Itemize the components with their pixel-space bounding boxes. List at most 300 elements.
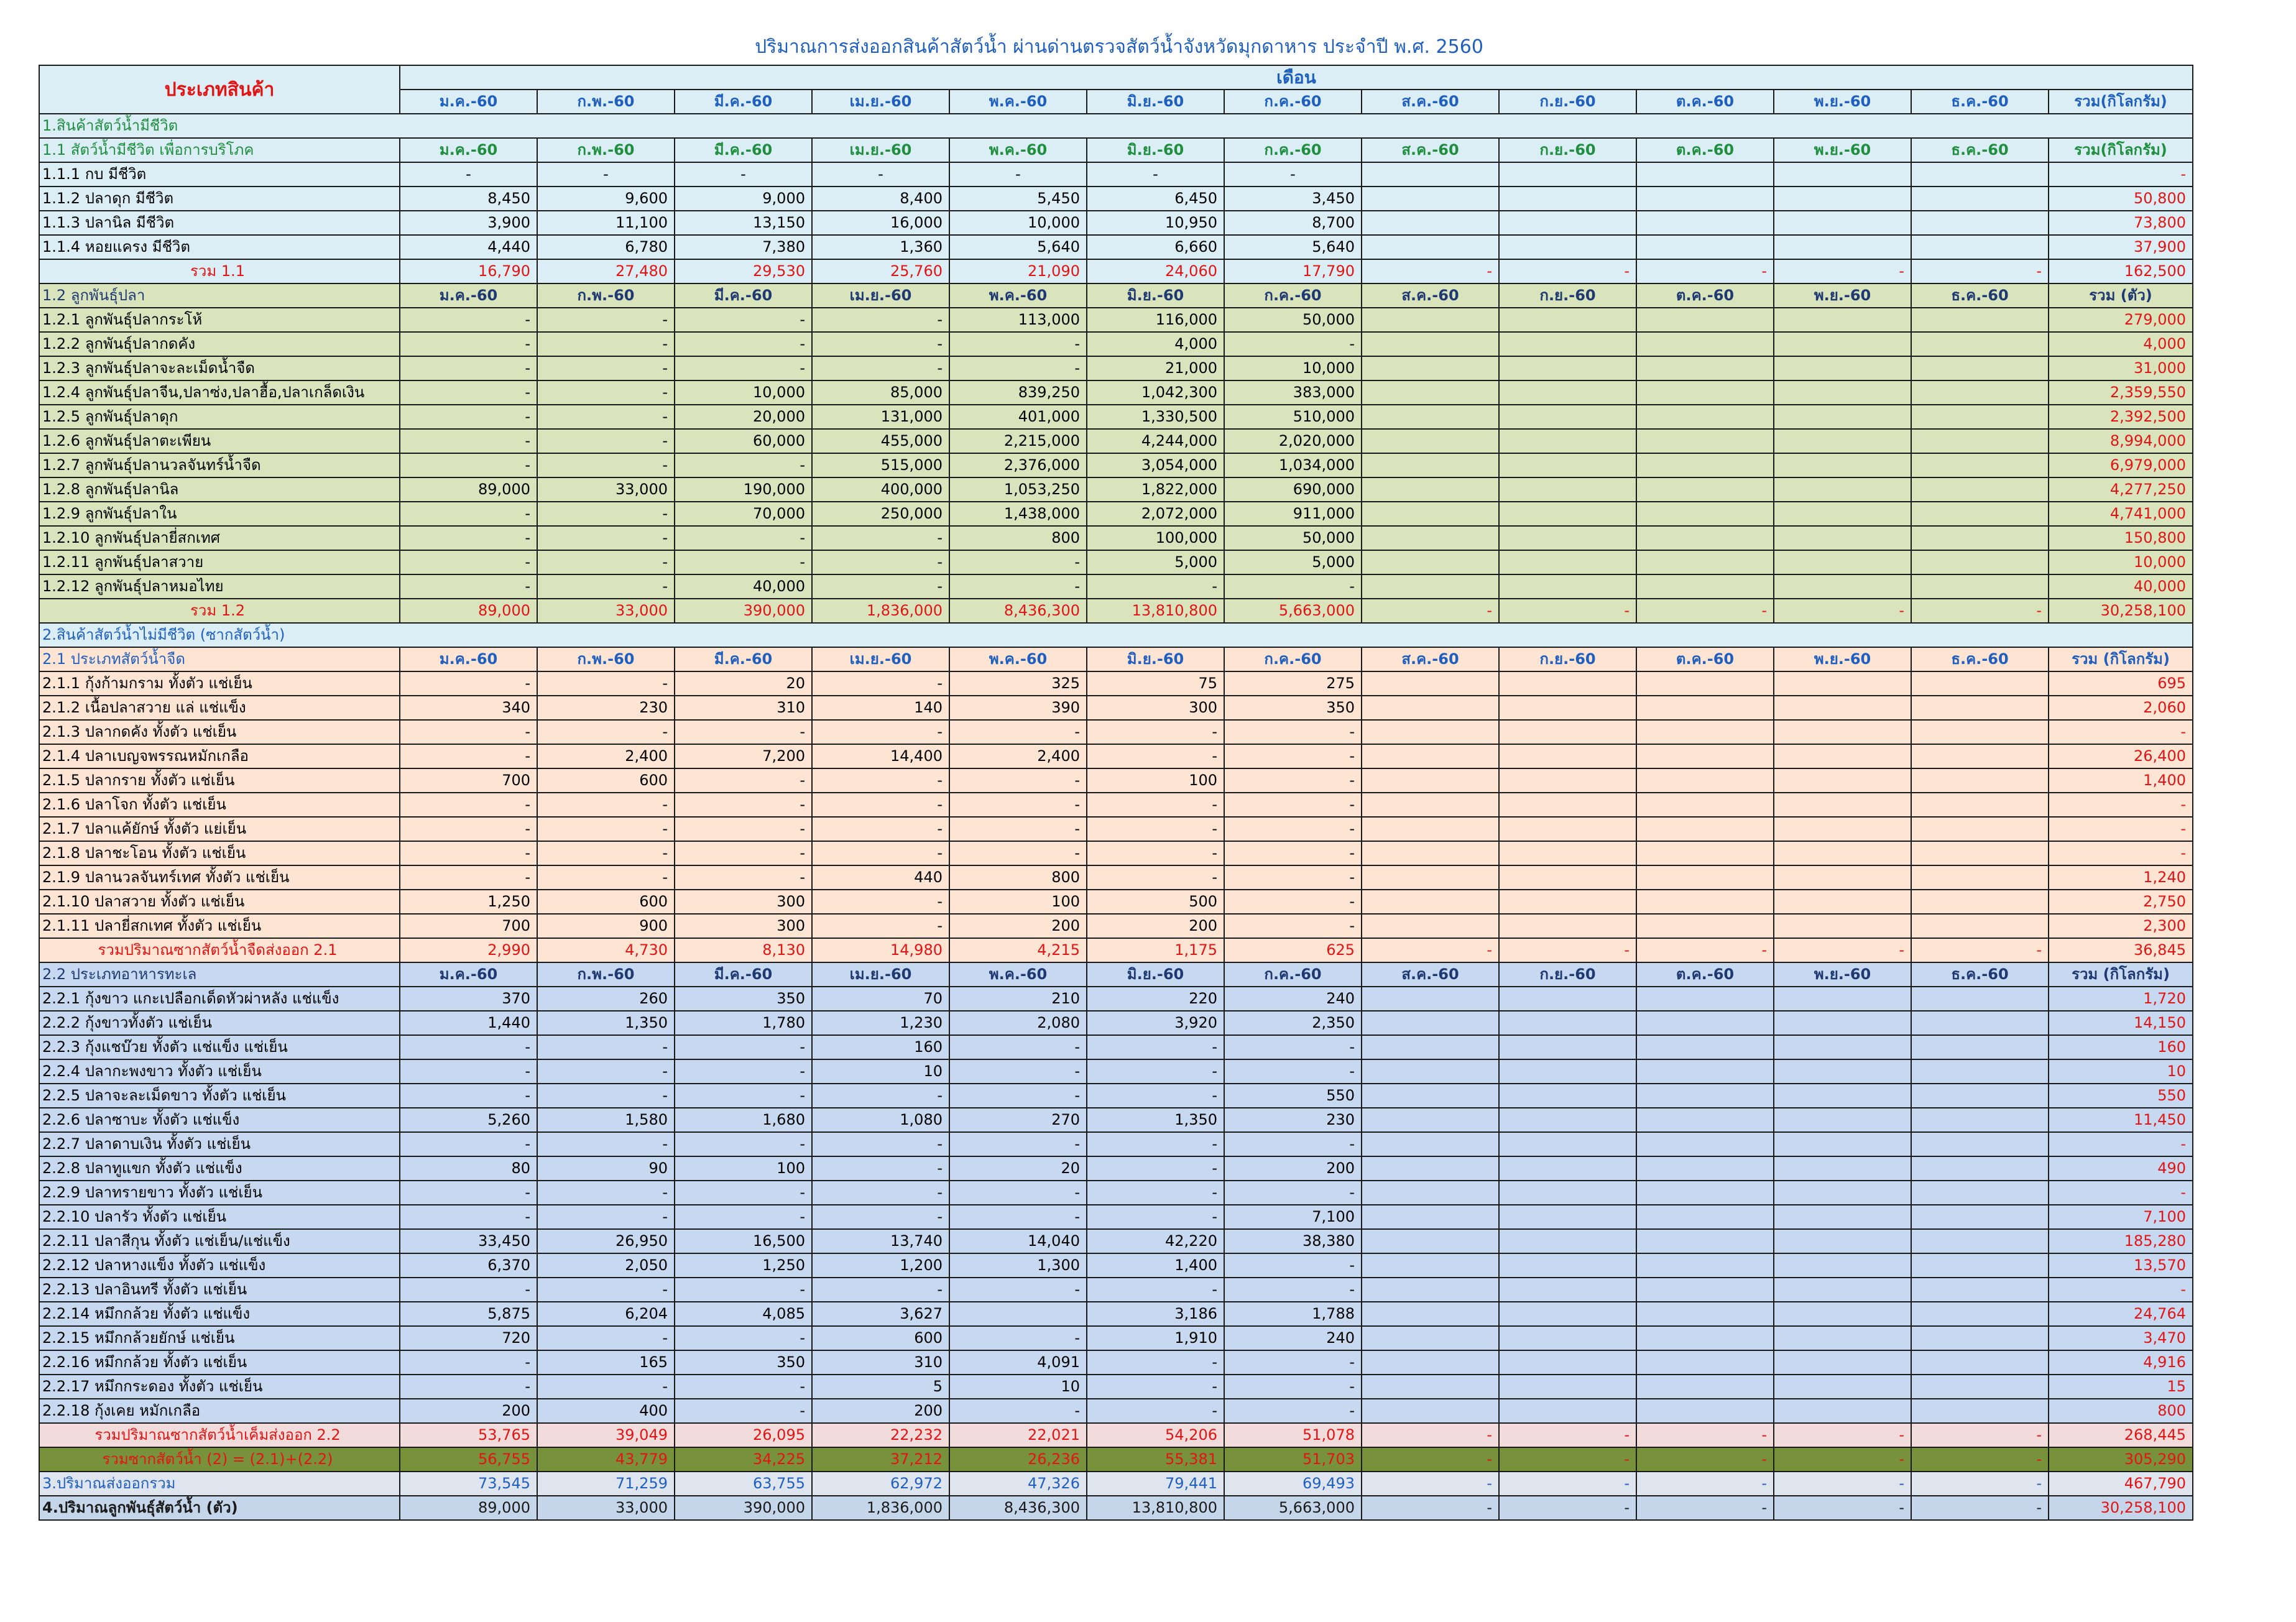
value-cell: -	[812, 768, 949, 793]
value-cell: -	[1636, 938, 1774, 962]
summary-row	[39, 1496, 2193, 1520]
value-cell: -	[537, 817, 675, 841]
value-cell: 89,000	[400, 599, 537, 623]
value-cell: -	[675, 841, 812, 865]
value-cell: -	[1911, 259, 2049, 283]
value-cell: 1,250	[675, 1253, 812, 1278]
value-cell: 1,438,000	[949, 502, 1087, 526]
month-header: มี.ค.-60	[675, 283, 812, 308]
value-cell: 3,900	[400, 211, 537, 235]
value-cell: -	[1224, 1399, 1362, 1423]
value-cell: 2,050	[537, 1253, 675, 1278]
value-cell	[1911, 720, 2049, 744]
item-label: 1.2.7 ลูกพันธุ์ปลานวลจันทร์น้ำจืด	[39, 453, 400, 477]
value-cell: 79,441	[1087, 1472, 1224, 1496]
value-cell: 50,000	[1224, 526, 1362, 550]
total-cell: 268,445	[2049, 1423, 2193, 1447]
value-cell	[1911, 1108, 2049, 1132]
value-cell: -	[1224, 793, 1362, 817]
value-cell: 10,000	[949, 211, 1087, 235]
item-label: 2.1.1 กุ้งก้ามกราม ทั้งตัว แช่เย็น	[39, 671, 400, 696]
month-header: ธ.ค.-60	[1911, 962, 2049, 987]
value-cell	[1774, 768, 1911, 793]
value-cell: -	[537, 1035, 675, 1059]
value-cell	[1911, 1229, 2049, 1253]
value-cell: 1,680	[675, 1108, 812, 1132]
month-header: พ.ย.-60	[1774, 283, 1911, 308]
value-cell: -	[812, 671, 949, 696]
value-cell: 50,000	[1224, 308, 1362, 332]
month-header: พ.ย.-60	[1774, 962, 1911, 987]
value-cell	[1774, 1035, 1911, 1059]
value-cell	[1774, 308, 1911, 332]
value-cell	[1499, 356, 1636, 380]
value-cell: -	[949, 841, 1087, 865]
value-cell: -	[1911, 938, 2049, 962]
value-cell: -	[1636, 1472, 1774, 1496]
value-cell	[1636, 744, 1774, 768]
value-cell: 1,350	[537, 1011, 675, 1035]
month-header: มิ.ย.-60	[1087, 138, 1224, 162]
month-header: ม.ค.-60	[400, 90, 537, 114]
value-cell: -	[537, 865, 675, 890]
value-cell: 300	[1087, 696, 1224, 720]
value-cell: -	[1499, 1472, 1636, 1496]
value-cell: -	[400, 1059, 537, 1084]
value-cell	[1911, 550, 2049, 574]
value-cell: -	[675, 1399, 812, 1423]
value-cell	[1499, 502, 1636, 526]
value-cell	[1636, 1084, 1774, 1108]
total-header: รวม(กิโลกรัม)	[2049, 90, 2193, 114]
value-cell	[1636, 1253, 1774, 1278]
total-cell: 15	[2049, 1375, 2193, 1399]
value-cell: 160	[812, 1035, 949, 1059]
table-row	[39, 1253, 2193, 1278]
value-cell	[1362, 865, 1499, 890]
value-cell: -	[1224, 1375, 1362, 1399]
value-cell: 600	[812, 1326, 949, 1350]
total-cell: 2,060	[2049, 696, 2193, 720]
value-cell	[1911, 429, 2049, 453]
value-cell	[1911, 768, 2049, 793]
value-cell: -	[675, 332, 812, 356]
value-cell: 1,175	[1087, 938, 1224, 962]
total-cell: 1,400	[2049, 768, 2193, 793]
value-cell: 56,755	[400, 1447, 537, 1472]
value-cell	[1911, 1205, 2049, 1229]
table-row	[39, 453, 2193, 477]
total-cell: -	[2049, 1132, 2193, 1156]
total-cell: 4,916	[2049, 1350, 2193, 1375]
value-cell: 53,765	[400, 1423, 537, 1447]
value-cell	[1362, 890, 1499, 914]
value-cell	[1499, 1059, 1636, 1084]
value-cell: -	[1224, 1253, 1362, 1278]
value-cell: 85,000	[812, 380, 949, 405]
value-cell	[1911, 1181, 2049, 1205]
value-cell: -	[675, 768, 812, 793]
value-cell	[1362, 550, 1499, 574]
value-cell	[1774, 1156, 1911, 1181]
value-cell: 20,000	[675, 405, 812, 429]
value-cell	[1362, 1181, 1499, 1205]
value-cell: -	[537, 1059, 675, 1084]
value-cell: 43,779	[537, 1447, 675, 1472]
total-header: รวม (กิโลกรัม)	[2049, 647, 2193, 671]
table-row	[39, 550, 2193, 574]
value-cell: -	[812, 914, 949, 938]
value-cell: -	[400, 744, 537, 768]
total-cell: 490	[2049, 1156, 2193, 1181]
value-cell: -	[537, 332, 675, 356]
value-cell	[1499, 1399, 1636, 1423]
value-cell: 839,250	[949, 380, 1087, 405]
total-cell: 162,500	[2049, 259, 2193, 283]
value-cell	[1911, 211, 2049, 235]
value-cell: 8,130	[675, 938, 812, 962]
value-cell: 6,780	[537, 235, 675, 259]
month-header: ส.ค.-60	[1362, 283, 1499, 308]
value-cell: 1,360	[812, 235, 949, 259]
value-cell: 6,450	[1087, 187, 1224, 211]
value-cell: -	[537, 671, 675, 696]
value-cell: -	[1499, 1447, 1636, 1472]
table-row	[39, 526, 2193, 550]
value-cell: 10	[812, 1059, 949, 1084]
summary-row	[39, 259, 2193, 283]
total-header: รวม(กิโลกรัม)	[2049, 138, 2193, 162]
value-cell: -	[1224, 890, 1362, 914]
month-header: มิ.ย.-60	[1087, 647, 1224, 671]
value-cell: 2,080	[949, 1011, 1087, 1035]
value-cell: 13,150	[675, 211, 812, 235]
value-cell: -	[949, 1035, 1087, 1059]
value-cell: -	[1774, 1472, 1911, 1496]
value-cell	[1499, 235, 1636, 259]
value-cell: 3,920	[1087, 1011, 1224, 1035]
table-row	[39, 211, 2193, 235]
value-cell	[1499, 1205, 1636, 1229]
value-cell	[1499, 1084, 1636, 1108]
value-cell: 29,530	[675, 259, 812, 283]
value-cell: 1,300	[949, 1253, 1087, 1278]
total-cell: 185,280	[2049, 1229, 2193, 1253]
value-cell: 455,000	[812, 429, 949, 453]
value-cell	[1774, 235, 1911, 259]
value-cell	[1911, 1350, 2049, 1375]
table-row	[39, 356, 2193, 380]
value-cell: -	[1087, 1059, 1224, 1084]
value-cell: -	[1362, 1447, 1499, 1472]
table-row	[39, 987, 2193, 1011]
value-cell: -	[1224, 841, 1362, 865]
item-label: 1.2.1 ลูกพันธุ์ปลากระโห้	[39, 308, 400, 332]
value-cell	[1911, 332, 2049, 356]
month-header: ม.ค.-60	[400, 138, 537, 162]
value-cell	[1362, 720, 1499, 744]
value-cell: 100,000	[1087, 526, 1224, 550]
summary-row	[39, 938, 2193, 962]
month-header: ส.ค.-60	[1362, 647, 1499, 671]
value-cell: 510,000	[1224, 405, 1362, 429]
table-row	[39, 696, 2193, 720]
table-row	[39, 1278, 2193, 1302]
value-cell	[1499, 671, 1636, 696]
subheader-row	[39, 962, 2193, 987]
table-row	[39, 768, 2193, 793]
item-label: 2.2.10 ปลารัว ทั้งตัว แช่เย็น	[39, 1205, 400, 1229]
value-cell: -	[1087, 1205, 1224, 1229]
value-cell: -	[1499, 259, 1636, 283]
export-table	[39, 65, 2193, 1521]
value-cell: 1,780	[675, 1011, 812, 1035]
month-header: มี.ค.-60	[675, 138, 812, 162]
month-header: ก.ย.-60	[1499, 90, 1636, 114]
value-cell	[1774, 356, 1911, 380]
table-row	[39, 380, 2193, 405]
value-cell: 390,000	[675, 1496, 812, 1520]
value-cell	[1636, 1205, 1774, 1229]
value-cell: 2,400	[949, 744, 1087, 768]
value-cell: -	[675, 526, 812, 550]
value-cell: 5	[812, 1375, 949, 1399]
item-label: 2.1.5 ปลากราย ทั้งตัว แช่เย็น	[39, 768, 400, 793]
value-cell	[1911, 1253, 2049, 1278]
value-cell: 26,095	[675, 1423, 812, 1447]
item-label: 1.2.6 ลูกพันธุ์ปลาตะเพียน	[39, 429, 400, 453]
value-cell: -	[812, 841, 949, 865]
value-cell	[1774, 1011, 1911, 1035]
value-cell: 5,260	[400, 1108, 537, 1132]
value-cell	[1636, 914, 1774, 938]
month-header: ส.ค.-60	[1362, 90, 1499, 114]
value-cell: -	[1224, 1132, 1362, 1156]
value-cell	[1636, 817, 1774, 841]
value-cell	[1636, 1399, 1774, 1423]
subheader-label: 2.1 ประเภทสัตว์น้ำจืด	[39, 647, 400, 671]
value-cell	[1499, 308, 1636, 332]
value-cell	[1636, 502, 1774, 526]
month-header: ต.ค.-60	[1636, 90, 1774, 114]
total-cell: 10	[2049, 1059, 2193, 1084]
item-label: 2.2.6 ปลาซาบะ ทั้งตัว แช่แข็ง	[39, 1108, 400, 1132]
month-header: ต.ค.-60	[1636, 283, 1774, 308]
value-cell	[1774, 477, 1911, 502]
month-header: ก.พ.-60	[537, 138, 675, 162]
total-cell: -	[2049, 720, 2193, 744]
month-header: ก.ย.-60	[1499, 138, 1636, 162]
value-cell: 4,730	[537, 938, 675, 962]
value-cell: 20	[949, 1156, 1087, 1181]
value-cell	[1499, 817, 1636, 841]
value-cell: -	[400, 502, 537, 526]
value-cell	[1774, 841, 1911, 865]
value-cell	[1911, 526, 2049, 550]
value-cell	[1499, 914, 1636, 938]
value-cell: 300	[675, 890, 812, 914]
value-cell: -	[812, 1205, 949, 1229]
value-cell: -	[812, 332, 949, 356]
total-cell: 150,800	[2049, 526, 2193, 550]
value-cell: 75	[1087, 671, 1224, 696]
value-cell	[1362, 696, 1499, 720]
value-cell	[1636, 768, 1774, 793]
month-header: ก.พ.-60	[537, 90, 675, 114]
value-cell	[1774, 890, 1911, 914]
table-row	[39, 574, 2193, 599]
value-cell	[1774, 380, 1911, 405]
item-label: 1.2.12 ลูกพันธุ์ปลาหมอไทย	[39, 574, 400, 599]
value-cell	[1774, 1253, 1911, 1278]
month-header: เม.ย.-60	[812, 962, 949, 987]
value-cell	[1911, 1302, 2049, 1326]
value-cell: 800	[949, 865, 1087, 890]
value-cell: -	[1087, 865, 1224, 890]
value-cell: 911,000	[1224, 502, 1362, 526]
value-cell	[1362, 744, 1499, 768]
value-cell: 900	[537, 914, 675, 938]
value-cell: -	[1362, 1496, 1499, 1520]
value-cell: 5,450	[949, 187, 1087, 211]
value-cell: -	[537, 720, 675, 744]
value-cell	[1774, 1229, 1911, 1253]
value-cell: -	[400, 550, 537, 574]
value-cell: 27,480	[537, 259, 675, 283]
value-cell: 10,000	[1224, 356, 1362, 380]
value-cell	[1636, 1229, 1774, 1253]
month-header: ต.ค.-60	[1636, 138, 1774, 162]
value-cell: -	[400, 1035, 537, 1059]
table-row	[39, 671, 2193, 696]
value-cell	[1636, 1059, 1774, 1084]
month-header: เม.ย.-60	[812, 283, 949, 308]
value-cell: -	[949, 1399, 1087, 1423]
value-cell	[1499, 768, 1636, 793]
item-label: 2.1.8 ปลาชะโอน ทั้งตัว แช่เย็น	[39, 841, 400, 865]
value-cell: 2,072,000	[1087, 502, 1224, 526]
item-label: 2.2.17 หมึกกระดอง ทั้งตัว แช่เย็น	[39, 1375, 400, 1399]
value-cell: -	[1087, 1375, 1224, 1399]
value-cell	[1774, 865, 1911, 890]
value-cell: -	[812, 1278, 949, 1302]
value-cell: 8,436,300	[949, 599, 1087, 623]
value-cell: 2,990	[400, 938, 537, 962]
value-cell	[1911, 987, 2049, 1011]
value-cell	[1911, 477, 2049, 502]
item-label: 2.1.7 ปลาแค้ยักษ์ ทั้งตัว แย่เย็น	[39, 817, 400, 841]
value-cell: -	[675, 453, 812, 477]
total-cell: -	[2049, 841, 2193, 865]
value-cell: 33,000	[537, 599, 675, 623]
value-cell: 690,000	[1224, 477, 1362, 502]
total-cell: 26,400	[2049, 744, 2193, 768]
value-cell: 51,703	[1224, 1447, 1362, 1472]
value-cell: 8,450	[400, 187, 537, 211]
table-row	[39, 162, 2193, 187]
value-cell	[1774, 914, 1911, 938]
value-cell: -	[949, 817, 1087, 841]
value-cell: -	[537, 1375, 675, 1399]
value-cell: 1,350	[1087, 1108, 1224, 1132]
month-header: ก.ย.-60	[1499, 283, 1636, 308]
value-cell: -	[1087, 1350, 1224, 1375]
value-cell: -	[1224, 817, 1362, 841]
value-cell	[1362, 1205, 1499, 1229]
value-cell	[1911, 574, 2049, 599]
value-cell: -	[1224, 162, 1362, 187]
value-cell: -	[400, 526, 537, 550]
subheader-row	[39, 283, 2193, 308]
value-cell	[1499, 696, 1636, 720]
value-cell	[1911, 1326, 2049, 1350]
value-cell	[1499, 477, 1636, 502]
value-cell: -	[400, 1278, 537, 1302]
item-label: 1.2.4 ลูกพันธุ์ปลาจีน,ปลาซ่ง,ปลาฮื้อ,ปลาเกล็ดเงิน	[39, 380, 400, 405]
value-cell	[1499, 429, 1636, 453]
value-cell: 3,627	[812, 1302, 949, 1326]
value-cell: -	[675, 1132, 812, 1156]
value-cell	[1774, 744, 1911, 768]
value-cell	[1911, 744, 2049, 768]
value-cell: -	[1224, 1278, 1362, 1302]
value-cell	[1774, 187, 1911, 211]
value-cell: 80	[400, 1156, 537, 1181]
value-cell	[1911, 1156, 2049, 1181]
table-row	[39, 235, 2193, 259]
value-cell	[1362, 235, 1499, 259]
value-cell	[1499, 720, 1636, 744]
value-cell: 70	[812, 987, 949, 1011]
month-header: ต.ค.-60	[1636, 962, 1774, 987]
value-cell	[1911, 1059, 2049, 1084]
item-label: 1.2.9 ลูกพันธุ์ปลาใน	[39, 502, 400, 526]
value-cell: -	[812, 1181, 949, 1205]
value-cell	[1362, 1132, 1499, 1156]
value-cell: 515,000	[812, 453, 949, 477]
value-cell: 4,215	[949, 938, 1087, 962]
value-cell	[1774, 502, 1911, 526]
month-header: ส.ค.-60	[1362, 962, 1499, 987]
value-cell: 400,000	[812, 477, 949, 502]
value-cell	[949, 1302, 1087, 1326]
value-cell	[1499, 380, 1636, 405]
month-header: ธ.ค.-60	[1911, 647, 2049, 671]
value-cell	[1911, 162, 2049, 187]
value-cell: 383,000	[1224, 380, 1362, 405]
value-cell: 17,790	[1224, 259, 1362, 283]
value-cell: 140	[812, 696, 949, 720]
value-cell	[1362, 1375, 1499, 1399]
value-cell: -	[537, 502, 675, 526]
item-label: 2.2.7 ปลาดาบเงิน ทั้งตัว แช่เย็น	[39, 1132, 400, 1156]
value-cell: -	[400, 720, 537, 744]
total-header: รวม (ตัว)	[2049, 283, 2193, 308]
item-label: 2.1.4 ปลาเบญจพรรณหมักเกลือ	[39, 744, 400, 768]
value-cell	[1362, 211, 1499, 235]
value-cell: 3,450	[1224, 187, 1362, 211]
month-header: ก.ย.-60	[1499, 962, 1636, 987]
value-cell	[1362, 1035, 1499, 1059]
value-cell: -	[537, 550, 675, 574]
value-cell	[1362, 502, 1499, 526]
value-cell: -	[675, 1084, 812, 1108]
item-label: 2.2.16 หมึกกล้วย ทั้งตัว แช่เย็น	[39, 1350, 400, 1375]
table-row	[39, 1205, 2193, 1229]
table-row	[39, 1181, 2193, 1205]
value-cell: -	[537, 793, 675, 817]
value-cell	[1362, 526, 1499, 550]
